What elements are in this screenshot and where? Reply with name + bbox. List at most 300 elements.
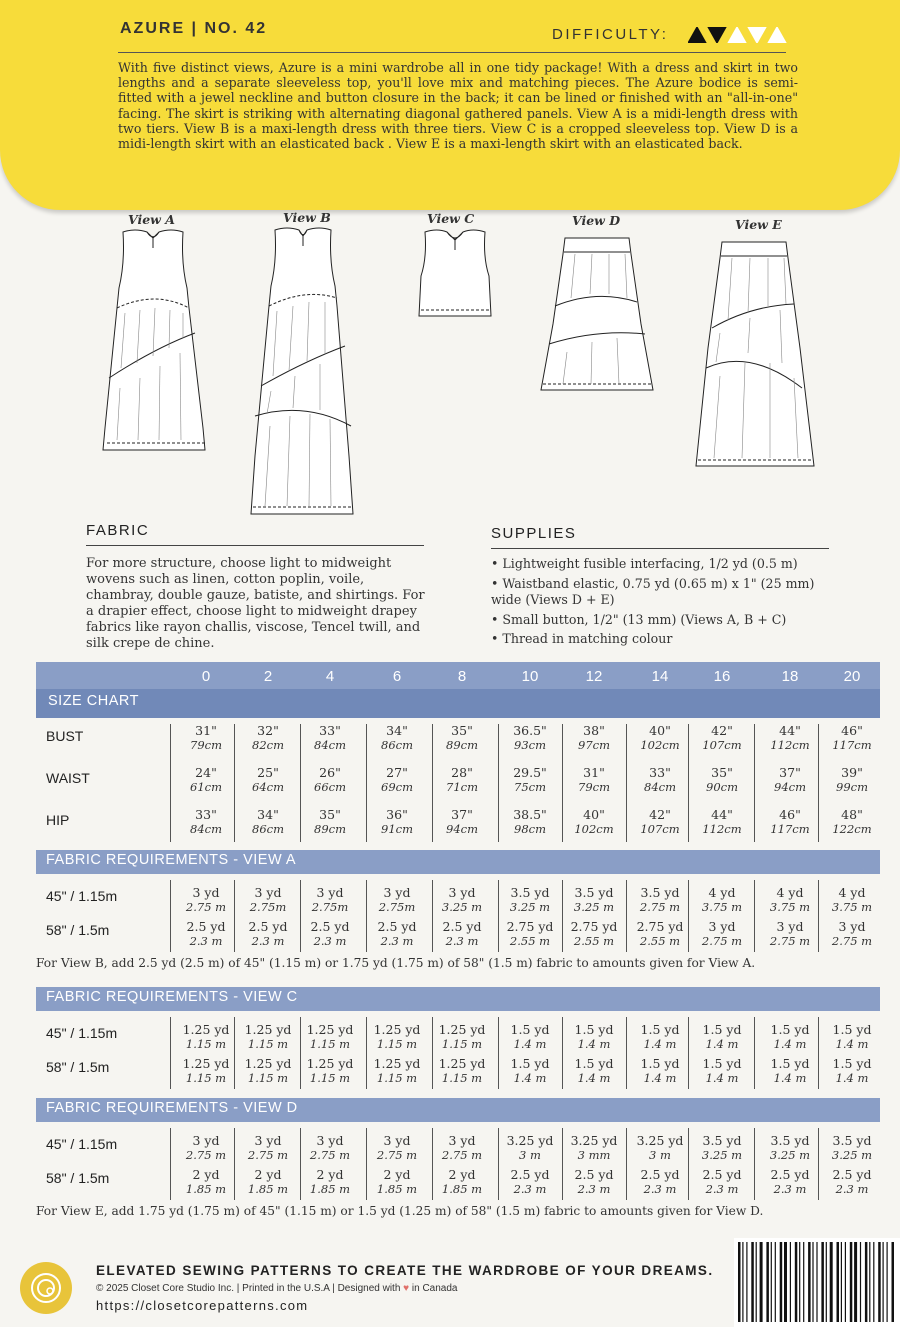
yardage: 3 yd [448, 1133, 476, 1148]
column-divider [432, 880, 433, 952]
size-cell [630, 766, 690, 794]
column-divider [818, 1017, 819, 1089]
fabric-cell-45 [300, 1134, 360, 1162]
meterage: 1.15 m [376, 1071, 418, 1085]
width-label: 45" / 1.15m [46, 888, 118, 904]
meterage: 2.75 m [247, 1148, 289, 1162]
yardage: 3.5 yd [574, 885, 614, 900]
size-cell [300, 808, 360, 836]
yardage: 3.25 yd [506, 1133, 554, 1148]
yardage: 2.5 yd [770, 1167, 810, 1182]
fabric-cell-45 [564, 1134, 624, 1162]
fabric-cell-45 [432, 1134, 492, 1162]
size-cell [630, 808, 690, 836]
yardage: 1.5 yd [770, 1056, 810, 1071]
size-cm: 69cm [381, 780, 413, 794]
column-divider [300, 724, 301, 842]
column-divider [170, 1017, 171, 1089]
size-inches: 24" [195, 765, 217, 780]
column-divider [818, 880, 819, 952]
meterage: 3.75 m [701, 900, 743, 914]
size-inches: 35" [319, 807, 341, 822]
fabric-cell-58 [367, 920, 427, 948]
view-b-label: View B [283, 210, 331, 225]
fabric-req-band [36, 850, 880, 874]
column-divider [626, 1017, 627, 1089]
meterage: 3.25 m [769, 1148, 811, 1162]
column-divider [626, 724, 627, 842]
fabric-cell-45 [238, 1023, 298, 1051]
fabric-cell-45 [564, 886, 624, 914]
size-cm: 94cm [446, 822, 478, 836]
heart-icon: ♥ [403, 1283, 410, 1294]
fabric-req-band [36, 1098, 880, 1122]
fabric-req-heading: FABRIC REQUIREMENTS - VIEW D [46, 1100, 298, 1116]
size-number: 2 [263, 668, 273, 685]
column-divider [300, 880, 301, 952]
column-divider [754, 880, 755, 952]
meterage: 2.3 m [513, 1182, 547, 1196]
meterage: 2.3 m [189, 934, 223, 948]
yardage: 1.25 yd [373, 1056, 421, 1071]
fabric-cell-45 [300, 886, 360, 914]
column-divider [234, 1017, 235, 1089]
meterage: 2.75 m [701, 934, 743, 948]
yardage: 3.5 yd [702, 1133, 742, 1148]
size-cm: 89cm [314, 822, 346, 836]
fabric-cell-58 [630, 1057, 690, 1085]
size-cell [760, 766, 820, 794]
fabric-cell-45 [500, 1134, 560, 1162]
fabric-cell-58 [300, 920, 360, 948]
view-a-dress-illustration [95, 228, 210, 458]
fabric-req-heading: FABRIC REQUIREMENTS - VIEW C [46, 989, 298, 1005]
supply-item: • Thread in matching colour [491, 631, 673, 646]
fabric-cell-58 [692, 920, 752, 948]
size-cell [367, 766, 427, 794]
size-inches: 44" [711, 807, 733, 822]
size-row-label: HIP [46, 812, 70, 828]
size-cm: 102cm [574, 822, 614, 836]
size-inches: 37" [779, 765, 801, 780]
fabric-cell-45 [760, 1134, 820, 1162]
meterage: 3.25 m [441, 900, 483, 914]
size-inches: 40" [583, 807, 605, 822]
column-divider [688, 1017, 689, 1089]
size-cm: 93cm [514, 738, 546, 752]
fabric-cell-58 [176, 1057, 236, 1085]
fabric-cell-45 [176, 1023, 236, 1051]
brand-logo-icon [20, 1262, 72, 1314]
size-inches: 48" [841, 807, 863, 822]
size-inches: 34" [257, 807, 279, 822]
size-cell [432, 724, 492, 752]
width-label: 58" / 1.5m [46, 922, 110, 938]
size-inches: 31" [583, 765, 605, 780]
size-cm: 91cm [381, 822, 413, 836]
size-number: 10 [521, 668, 539, 685]
fabric-cell-45 [630, 886, 690, 914]
fabric-cell-58 [630, 920, 690, 948]
yardage: 2.5 yd [377, 919, 417, 934]
fabric-cell-58 [500, 920, 560, 948]
meterage: 2.75m [249, 900, 287, 914]
fabric-cell-58 [564, 1057, 624, 1085]
meterage: 1.15 m [441, 1037, 483, 1051]
yardage: 2.5 yd [640, 1167, 680, 1182]
fabric-cell-58 [367, 1057, 427, 1085]
view-d-label: View D [572, 213, 621, 228]
brand-tagline: ELEVATED SEWING PATTERNS TO CREATE THE WARDROBE OF YOUR DREAMS. [96, 1263, 714, 1278]
width-label: 58" / 1.5m [46, 1170, 110, 1186]
size-cell [500, 766, 560, 794]
difficulty-icon [688, 27, 788, 43]
fabric-cell-58 [564, 920, 624, 948]
copyright-main: © 2025 Closet Core Studio Inc. | Printed in the U.S.A | Designed with [96, 1283, 401, 1294]
copyright-text [96, 1283, 457, 1294]
size-inches: 36.5" [513, 723, 547, 738]
fabric-cell-45 [822, 1134, 882, 1162]
size-inches: 42" [649, 807, 671, 822]
size-number: 4 [325, 668, 335, 685]
size-cm: 64cm [252, 780, 284, 794]
fabric-cell-58 [238, 920, 298, 948]
size-number: 20 [843, 668, 861, 685]
view-c-label: View C [427, 211, 475, 226]
yardage: 2.5 yd [510, 1167, 550, 1182]
column-divider [432, 724, 433, 842]
meterage: 2.3 m [577, 1182, 611, 1196]
fabric-cell-58 [432, 920, 492, 948]
meterage: 1.4 m [513, 1037, 547, 1051]
fabric-cell-45 [500, 886, 560, 914]
yardage: 4 yd [776, 885, 804, 900]
yardage: 1.25 yd [306, 1056, 354, 1071]
fabric-cell-45 [692, 1134, 752, 1162]
fabric-cell-58 [367, 1168, 427, 1196]
meterage: 2.75 m [185, 900, 227, 914]
column-divider [754, 1017, 755, 1089]
column-divider [170, 1128, 171, 1200]
size-cm: 84cm [314, 738, 346, 752]
size-inches: 25" [257, 765, 279, 780]
supplies-rule [491, 548, 829, 549]
view-e-label: View E [735, 217, 782, 232]
fabric-cell-45 [692, 886, 752, 914]
column-divider [498, 1017, 499, 1089]
yardage: 3 yd [838, 919, 866, 934]
size-chart-heading: SIZE CHART [48, 693, 139, 709]
size-cm: 82cm [252, 738, 284, 752]
column-divider [562, 880, 563, 952]
fabric-cell-58 [176, 920, 236, 948]
yardage: 2.5 yd [310, 919, 350, 934]
size-cm: 99cm [836, 780, 868, 794]
meterage: 2.3 m [445, 934, 479, 948]
size-cell [176, 808, 236, 836]
meterage: 2.75m [378, 900, 416, 914]
fabric-cell-58 [692, 1168, 752, 1196]
meterage: 1.15 m [309, 1037, 351, 1051]
meterage: 1.4 m [643, 1037, 677, 1051]
size-row-label: BUST [46, 728, 84, 744]
size-cell [176, 766, 236, 794]
copyright-tail: in Canada [411, 1283, 458, 1294]
meterage: 3.25 m [509, 900, 551, 914]
meterage: 1.4 m [513, 1071, 547, 1085]
size-cell [300, 766, 360, 794]
yardage: 3 yd [254, 885, 282, 900]
size-number: 8 [457, 668, 467, 685]
size-cm: 102cm [640, 738, 680, 752]
column-divider [688, 880, 689, 952]
yardage: 2.75 yd [506, 919, 554, 934]
size-cell [500, 808, 560, 836]
size-cm: 112cm [770, 738, 810, 752]
meterage: 1.85 m [185, 1182, 227, 1196]
yardage: 2 yd [383, 1167, 411, 1182]
column-divider [754, 1128, 755, 1200]
size-number: 16 [713, 668, 731, 685]
meterage: 1.15 m [309, 1071, 351, 1085]
meterage: 3 m [649, 1148, 671, 1162]
size-cell [822, 724, 882, 752]
yardage: 3 yd [192, 885, 220, 900]
website-link[interactable]: https://closetcorepatterns.com [96, 1298, 309, 1313]
column-divider [170, 880, 171, 952]
column-divider [300, 1017, 301, 1089]
meterage: 2.3 m [835, 1182, 869, 1196]
fabric-cell-45 [367, 1023, 427, 1051]
yardage: 2.5 yd [832, 1167, 872, 1182]
meterage: 2.75 m [639, 900, 681, 914]
yardage: 4 yd [838, 885, 866, 900]
size-cell [238, 766, 298, 794]
size-number: 14 [651, 668, 669, 685]
yardage: 3.5 yd [770, 1133, 810, 1148]
yardage: 3 yd [708, 919, 736, 934]
view-c-top-illustration [415, 228, 495, 320]
supplies-list [491, 556, 836, 651]
size-cm: 84cm [190, 822, 222, 836]
meterage: 1.4 m [705, 1071, 739, 1085]
size-inches: 46" [779, 807, 801, 822]
meterage: 2.75 m [441, 1148, 483, 1162]
size-cm: 71cm [446, 780, 478, 794]
meterage: 2.75 m [831, 934, 873, 948]
size-cm: 89cm [446, 738, 478, 752]
size-cell [432, 766, 492, 794]
fabric-cell-58 [500, 1168, 560, 1196]
size-cell [176, 724, 236, 752]
fabric-cell-45 [564, 1023, 624, 1051]
size-cm: 112cm [702, 822, 742, 836]
supply-item: • Lightweight fusible interfacing, 1/2 yd (0.5 m) [491, 556, 798, 571]
meterage: 2.3 m [251, 934, 285, 948]
size-inches: 36" [386, 807, 408, 822]
size-inches: 39" [841, 765, 863, 780]
yardage: 1.5 yd [510, 1056, 550, 1071]
yardage: 1.25 yd [438, 1022, 486, 1037]
size-number: 0 [201, 668, 211, 685]
size-cell [692, 808, 752, 836]
yardage: 1.25 yd [373, 1022, 421, 1037]
yardage: 2.75 yd [570, 919, 618, 934]
yardage: 1.5 yd [832, 1022, 872, 1037]
fabric-cell-45 [238, 886, 298, 914]
size-cell [300, 724, 360, 752]
column-divider [626, 880, 627, 952]
fabric-cell-58 [432, 1168, 492, 1196]
column-divider [234, 1128, 235, 1200]
fabric-req-note: For View E, add 1.75 yd (1.75 m) of 45" (1.15 m) or 1.5 yd (1.25 m) of 58" (1.5 m) fabric to amounts given for View D. [36, 1204, 764, 1218]
yardage: 2.5 yd [442, 919, 482, 934]
meterage: 1.15 m [185, 1037, 227, 1051]
yardage: 4 yd [708, 885, 736, 900]
size-number: 6 [392, 668, 402, 685]
meterage: 3.25 m [701, 1148, 743, 1162]
yardage: 1.5 yd [574, 1056, 614, 1071]
column-divider [300, 1128, 301, 1200]
fabric-cell-45 [692, 1023, 752, 1051]
meterage: 2.3 m [313, 934, 347, 948]
size-cm: 94cm [774, 780, 806, 794]
meterage: 3.25 m [831, 1148, 873, 1162]
meterage: 1.4 m [643, 1071, 677, 1085]
column-divider [754, 724, 755, 842]
size-inches: 27" [386, 765, 408, 780]
meterage: 1.4 m [773, 1071, 807, 1085]
meterage: 1.4 m [773, 1037, 807, 1051]
yardage: 3 yd [316, 885, 344, 900]
size-inches: 33" [195, 807, 217, 822]
column-divider [562, 1017, 563, 1089]
yardage: 1.25 yd [244, 1022, 292, 1037]
size-inches: 26" [319, 765, 341, 780]
fabric-cell-58 [760, 1057, 820, 1085]
yardage: 2.5 yd [186, 919, 226, 934]
yardage: 3 yd [383, 1133, 411, 1148]
view-b-dress-illustration [245, 226, 360, 518]
width-label: 45" / 1.15m [46, 1136, 118, 1152]
meterage: 3.75 m [769, 900, 811, 914]
fabric-cell-58 [630, 1168, 690, 1196]
fabric-cell-45 [432, 1023, 492, 1051]
width-label: 58" / 1.5m [46, 1059, 110, 1075]
size-number: 12 [585, 668, 603, 685]
meterage: 1.15 m [441, 1071, 483, 1085]
meterage: 2.3 m [773, 1182, 807, 1196]
fabric-req-heading: FABRIC REQUIREMENTS - VIEW A [46, 852, 297, 868]
size-inches: 32" [257, 723, 279, 738]
yardage: 3 yd [776, 919, 804, 934]
column-divider [432, 1017, 433, 1089]
meterage: 2.75 m [769, 934, 811, 948]
column-divider [688, 724, 689, 842]
size-cell [238, 724, 298, 752]
size-cell [822, 808, 882, 836]
fabric-cell-58 [822, 920, 882, 948]
fabric-cell-58 [822, 1057, 882, 1085]
size-inches: 40" [649, 723, 671, 738]
size-row-label: WAIST [46, 770, 90, 786]
fabric-cell-45 [432, 886, 492, 914]
meterage: 2.75 m [376, 1148, 418, 1162]
size-cell [760, 724, 820, 752]
yardage: 3 yd [383, 885, 411, 900]
meterage: 1.4 m [835, 1071, 869, 1085]
column-divider [498, 880, 499, 952]
fabric-cell-45 [238, 1134, 298, 1162]
size-inches: 38.5" [513, 807, 547, 822]
column-divider [562, 724, 563, 842]
fabric-cell-45 [760, 1023, 820, 1051]
fabric-cell-58 [760, 920, 820, 948]
fabric-cell-58 [300, 1168, 360, 1196]
supply-item: • Small button, 1/2" (13 mm) (Views A, B + C) [491, 611, 787, 627]
size-cell [238, 808, 298, 836]
meterage: 1.15 m [185, 1071, 227, 1085]
fabric-cell-45 [500, 1023, 560, 1051]
size-inches: 34" [386, 723, 408, 738]
fabric-cell-58 [432, 1057, 492, 1085]
yardage: 1.25 yd [244, 1056, 292, 1071]
size-cell [564, 766, 624, 794]
size-cm: 61cm [190, 780, 222, 794]
meterage: 1.15 m [376, 1037, 418, 1051]
column-divider [234, 724, 235, 842]
size-cell [432, 808, 492, 836]
meterage: 3 mm [577, 1148, 611, 1162]
column-divider [688, 1128, 689, 1200]
size-cell [760, 808, 820, 836]
fabric-cell-45 [300, 1023, 360, 1051]
meterage: 1.85 m [309, 1182, 351, 1196]
meterage: 3.75 m [831, 900, 873, 914]
yardage: 1.5 yd [832, 1056, 872, 1071]
meterage: 3 m [519, 1148, 541, 1162]
barcode [734, 1238, 900, 1327]
column-divider [498, 1128, 499, 1200]
size-inches: 42" [711, 723, 733, 738]
meterage: 2.55 m [509, 934, 551, 948]
meterage: 2.75m [311, 900, 349, 914]
fabric-text: For more structure, choose light to midweight wovens such as linen, cotton poplin, voile, chambray, double gauze, batiste, and shirtings. For a drapier effect, choose light to midweight drapey fabrics like rayon challis, viscose, Tencel twill, and silk crepe de chine. [86, 556, 425, 651]
column-divider [818, 724, 819, 842]
size-cell [692, 766, 752, 794]
meterage: 1.4 m [577, 1037, 611, 1051]
fabric-heading: FABRIC [86, 522, 150, 539]
yardage: 3 yd [192, 1133, 220, 1148]
column-divider [366, 880, 367, 952]
size-cm: 79cm [190, 738, 222, 752]
fabric-req-band [36, 987, 880, 1011]
meterage: 1.85 m [247, 1182, 289, 1196]
yardage: 2 yd [316, 1167, 344, 1182]
meterage: 1.15 m [247, 1071, 289, 1085]
meterage: 1.4 m [577, 1071, 611, 1085]
column-divider [366, 724, 367, 842]
size-inches: 29.5" [513, 765, 547, 780]
fabric-cell-45 [760, 886, 820, 914]
fabric-cell-58 [238, 1057, 298, 1085]
yardage: 3.5 yd [832, 1133, 872, 1148]
size-inches: 31" [195, 723, 217, 738]
yardage: 1.25 yd [306, 1022, 354, 1037]
size-cm: 122cm [832, 822, 872, 836]
meterage: 1.85 m [376, 1182, 418, 1196]
size-cm: 117cm [832, 738, 872, 752]
